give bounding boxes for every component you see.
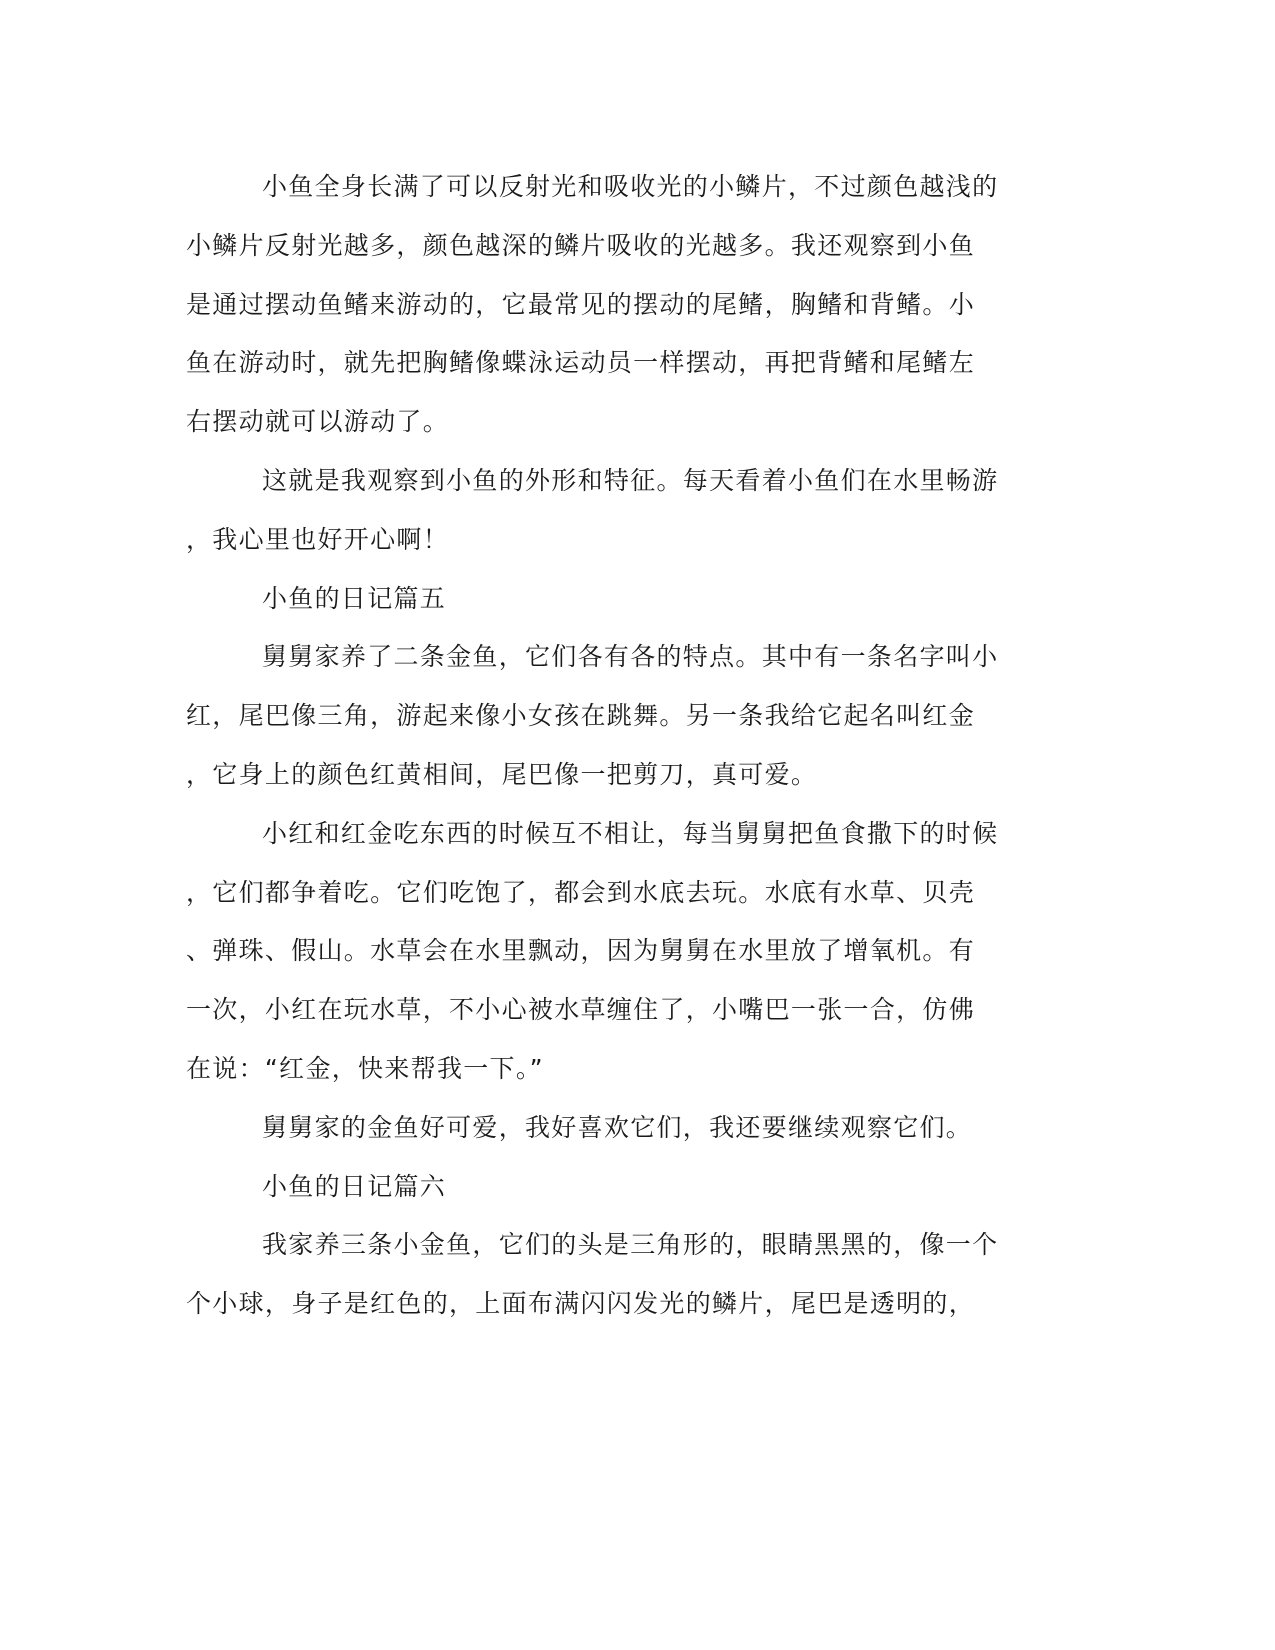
text-line: 、弹珠、假山。水草会在水里飘动，因为舅舅在水里放了增氧机。有 xyxy=(186,936,976,966)
text-line: ，它们都争着吃。它们吃饱了，都会到水底去玩。水底有水草、贝壳 xyxy=(186,877,976,907)
text-line: 舅舅家养了二条金鱼，它们各有各的特点。其中有一条名字叫小 xyxy=(262,642,999,672)
body-text xyxy=(186,158,1066,1334)
section-heading: 小鱼的日记篇五 xyxy=(262,583,447,613)
text-line: 右摆动就可以游动了。 xyxy=(186,407,450,437)
section-heading: 小鱼的日记篇六 xyxy=(262,1171,447,1201)
text-line: 个小球，身子是红色的，上面布满闪闪发光的鳞片，尾巴是透明的， xyxy=(186,1289,976,1319)
text-line: ，我心里也好开心啊！ xyxy=(186,524,450,554)
text-line: 一次，小红在玩水草，不小心被水草缠住了，小嘴巴一张一合，仿佛 xyxy=(186,995,976,1025)
text-line: 红，尾巴像三角，游起来像小女孩在跳舞。另一条我给它起名叫红金 xyxy=(186,701,976,731)
text-line: 小红和红金吃东西的时候互不相让，每当舅舅把鱼食撒下的时候 xyxy=(262,818,999,848)
text-line: 小鳞片反射光越多，颜色越深的鳞片吸收的光越多。我还观察到小鱼 xyxy=(186,230,976,260)
text-line: 舅舅家的金鱼好可爱，我好喜欢它们，我还要继续观察它们。 xyxy=(262,1112,973,1142)
text-line: 鱼在游动时，就先把胸鳍像蝶泳运动员一样摆动，再把背鳍和尾鳍左 xyxy=(186,348,976,378)
text-line: 在说：“红金，快来帮我一下。” xyxy=(186,1053,544,1083)
text-line: 是通过摆动鱼鳍来游动的，它最常见的摆动的尾鳍，胸鳍和背鳍。小 xyxy=(186,289,976,319)
text-line: ，它身上的颜色红黄相间，尾巴像一把剪刀，真可爱。 xyxy=(186,759,818,789)
text-line: 我家养三条小金鱼，它们的头是三角形的，眼睛黑黑的，像一个 xyxy=(262,1230,999,1260)
text-line: 小鱼全身长满了可以反射光和吸收光的小鳞片，不过颜色越浅的 xyxy=(262,172,999,201)
text-line: 这就是我观察到小鱼的外形和特征。每天看着小鱼们在水里畅游 xyxy=(262,465,999,495)
